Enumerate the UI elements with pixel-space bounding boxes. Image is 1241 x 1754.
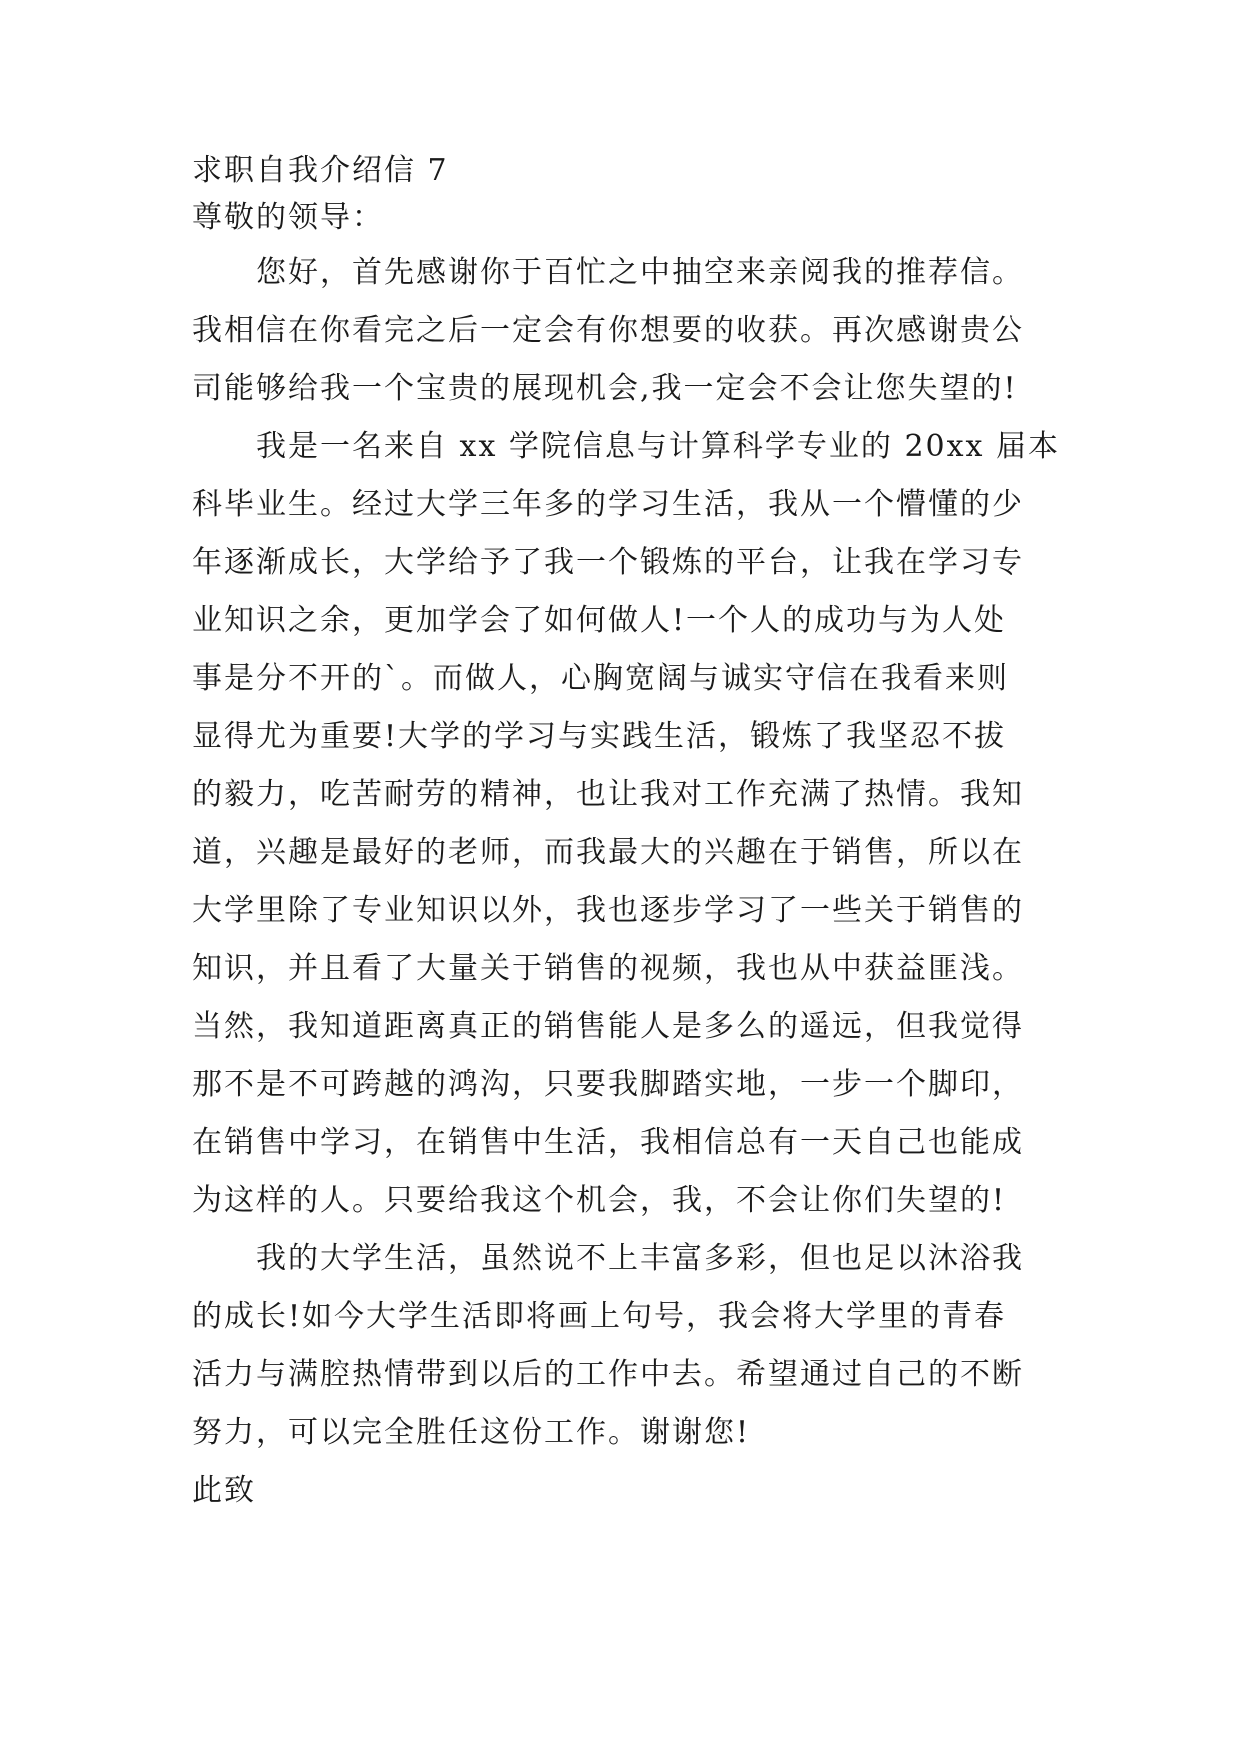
paragraph-2-line-1: 我是一名来自 xx 学院信息与计算科学专业的 20xx 届本 [256, 429, 1060, 464]
paragraph-1-line-3: 司能够给我一个宝贵的展现机会,我一定会不会让您失望的! [192, 371, 1018, 406]
letter-salutation: 尊敬的领导： [192, 200, 384, 235]
paragraph-1-line-1: 您好，首先感谢你于百忙之中抽空来亲阅我的推荐信。 [256, 255, 1024, 290]
letter-closing: 此致 [192, 1473, 256, 1508]
paragraph-2-line-5: 事是分不开的`。而做人，心胸宽阔与诚实守信在我看来则 [192, 661, 1009, 696]
paragraph-2-line-6: 显得尤为重要!大学的学习与实践生活，锻炼了我坚忍不拔 [192, 719, 1007, 754]
letter-title: 求职自我介绍信 7 [192, 153, 449, 188]
paragraph-2-line-10: 知识，并且看了大量关于销售的视频，我也从中获益匪浅。 [192, 951, 1024, 986]
paragraph-3-line-2: 的成长!如今大学生活即将画上句号，我会将大学里的青春 [192, 1299, 1007, 1334]
paragraph-1-line-2: 我相信在你看完之后一定会有你想要的收获。再次感谢贵公 [192, 313, 1024, 348]
paragraph-3-line-1: 我的大学生活，虽然说不上丰富多彩，但也足以沐浴我 [256, 1241, 1024, 1276]
paragraph-2-line-9: 大学里除了专业知识以外，我也逐步学习了一些关于销售的 [192, 893, 1024, 928]
letter-body [192, 150, 1072, 1520]
paragraph-2-line-11: 当然，我知道距离真正的销售能人是多么的遥远，但我觉得 [192, 1009, 1024, 1044]
paragraph-2-line-4: 业知识之余，更加学会了如何做人!一个人的成功与为人处 [192, 603, 1007, 638]
paragraph-3-line-4: 努力，可以完全胜任这份工作。谢谢您! [192, 1415, 751, 1450]
paragraph-3-line-3: 活力与满腔热情带到以后的工作中去。希望通过自己的不断 [192, 1357, 1024, 1392]
paragraph-2-line-13: 在销售中学习，在销售中生活，我相信总有一天自己也能成 [192, 1125, 1024, 1160]
paragraph-2-line-3: 年逐渐成长，大学给予了我一个锻炼的平台，让我在学习专 [192, 545, 1024, 580]
paragraph-2-line-14: 为这样的人。只要给我这个机会，我，不会让你们失望的! [192, 1183, 1007, 1218]
paragraph-2-line-12: 那不是不可跨越的鸿沟，只要我脚踏实地，一步一个脚印， [192, 1067, 1024, 1102]
paragraph-2-line-2: 科毕业生。经过大学三年多的学习生活，我从一个懵懂的少 [192, 487, 1024, 522]
paragraph-2-line-7: 的毅力，吃苦耐劳的精神，也让我对工作充满了热情。我知 [192, 777, 1024, 812]
paragraph-2-line-8: 道，兴趣是最好的老师，而我最大的兴趣在于销售，所以在 [192, 835, 1024, 870]
